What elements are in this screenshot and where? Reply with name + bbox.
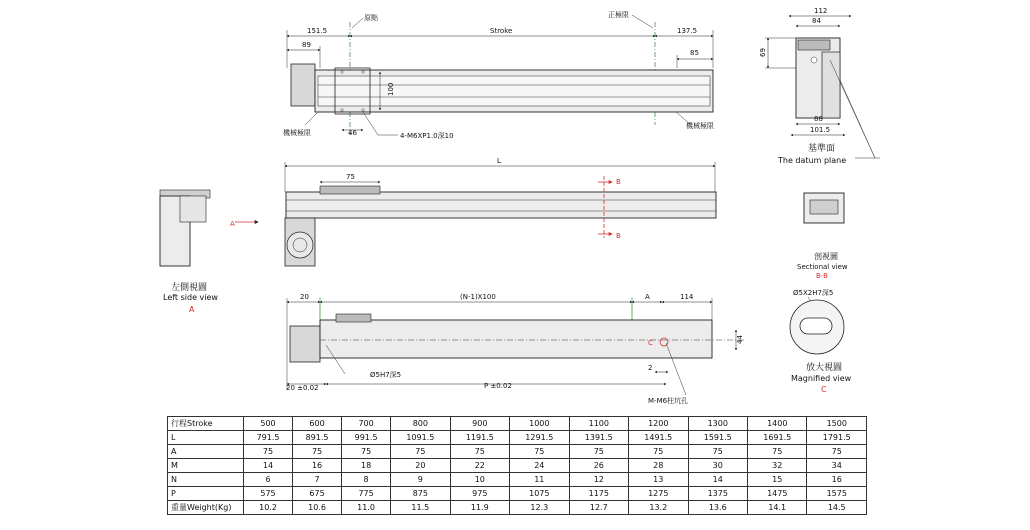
table-cell: 75 xyxy=(807,445,867,459)
table-cell: 10.6 xyxy=(293,501,342,515)
table-cell: 11.9 xyxy=(450,501,509,515)
section-mark-b2: B xyxy=(616,232,621,240)
table-cell: 1075 xyxy=(510,487,569,501)
end-dim-101-5: 101.5 xyxy=(810,126,831,134)
bottom-dim-p-tol: P ±0.02 xyxy=(484,382,512,390)
table-row xyxy=(168,487,867,501)
table-cell: 1200 xyxy=(629,417,688,431)
bottom-dim-n1: (N-1)X100 xyxy=(460,293,496,301)
table-cell: 6 xyxy=(244,473,293,487)
section-title-cn: 剖視圖 xyxy=(814,252,838,261)
table-cell: 875 xyxy=(391,487,450,501)
spec-table-body xyxy=(168,417,867,515)
table-cell: 14.1 xyxy=(748,501,807,515)
top-dim-85: 85 xyxy=(690,49,699,57)
table-cell: 18 xyxy=(342,459,391,473)
table-cell: 14.5 xyxy=(807,501,867,515)
left-view-title-en: Left side view xyxy=(163,293,218,302)
side-dim-75: 75 xyxy=(346,173,355,181)
table-row xyxy=(168,431,867,445)
table-cell: 1691.5 xyxy=(748,431,807,445)
table-cell: 75 xyxy=(569,445,628,459)
table-cell: 1191.5 xyxy=(450,431,509,445)
origin-label: 原點 xyxy=(364,14,378,22)
table-cell: 991.5 xyxy=(342,431,391,445)
table-cell: 1275 xyxy=(629,487,688,501)
row-label: P xyxy=(168,487,244,501)
side-dim-L: L xyxy=(497,157,501,165)
bottom-dim-2: 2 xyxy=(648,364,653,372)
mark-c: C xyxy=(648,339,653,347)
top-stroke-label: Stroke xyxy=(490,27,513,35)
mech-limit-right: 機械極限 xyxy=(686,122,714,130)
table-cell: 13.2 xyxy=(629,501,688,515)
row-label: M xyxy=(168,459,244,473)
table-cell: 14 xyxy=(244,459,293,473)
left-view-letter: A xyxy=(189,305,195,314)
table-cell: 500 xyxy=(244,417,293,431)
table-cell: 8 xyxy=(342,473,391,487)
side-view xyxy=(230,157,716,266)
table-cell: 13.6 xyxy=(688,501,747,515)
table-cell: 891.5 xyxy=(293,431,342,445)
table-cell: 9 xyxy=(391,473,450,487)
table-cell: 775 xyxy=(342,487,391,501)
table-cell: 575 xyxy=(244,487,293,501)
table-cell: 900 xyxy=(450,417,509,431)
table-cell: 1000 xyxy=(510,417,569,431)
end-dim-112: 112 xyxy=(814,7,828,15)
table-cell: 1575 xyxy=(807,487,867,501)
table-cell: 1791.5 xyxy=(807,431,867,445)
table-cell: 1091.5 xyxy=(391,431,450,445)
view-arrow-a: A xyxy=(230,220,235,228)
bottom-dim-20-tol: 20 ±0.02 xyxy=(286,384,319,392)
table-cell: 75 xyxy=(450,445,509,459)
left-view-title-cn: 左側視圖 xyxy=(171,283,208,293)
table-cell: 24 xyxy=(510,459,569,473)
table-cell: 30 xyxy=(688,459,747,473)
table-cell: 16 xyxy=(807,473,867,487)
top-dim-89: 89 xyxy=(302,41,311,49)
bottom-dim-44: 44 xyxy=(736,335,744,344)
bottom-dim-a: A xyxy=(645,293,650,301)
table-row xyxy=(168,445,867,459)
table-cell: 28 xyxy=(629,459,688,473)
magnified-view xyxy=(790,289,852,394)
table-cell: 75 xyxy=(688,445,747,459)
table-cell: 12 xyxy=(569,473,628,487)
table-cell: 700 xyxy=(342,417,391,431)
table-cell: 1591.5 xyxy=(688,431,747,445)
table-row xyxy=(168,459,867,473)
table-cell: 791.5 xyxy=(244,431,293,445)
section-view xyxy=(797,193,848,280)
table-cell: 11.0 xyxy=(342,501,391,515)
magnified-letter: C xyxy=(821,385,827,394)
table-cell: 13 xyxy=(629,473,688,487)
table-cell: 1475 xyxy=(748,487,807,501)
hole-note: Ø5H7深5 xyxy=(370,371,402,379)
row-label: N xyxy=(168,473,244,487)
table-cell: 600 xyxy=(293,417,342,431)
table-cell: 32 xyxy=(748,459,807,473)
table-cell: 1500 xyxy=(807,417,867,431)
left-side-view xyxy=(160,190,218,314)
table-cell: 800 xyxy=(391,417,450,431)
table-cell: 75 xyxy=(244,445,293,459)
table-cell: 1175 xyxy=(569,487,628,501)
table-cell: 1300 xyxy=(688,417,747,431)
table-cell: 75 xyxy=(342,445,391,459)
table-cell: 12.3 xyxy=(510,501,569,515)
spec-table xyxy=(167,416,867,515)
section-letter: B-B xyxy=(816,272,828,280)
table-cell: 10.2 xyxy=(244,501,293,515)
end-dim-69: 69 xyxy=(759,48,767,57)
bottom-view xyxy=(286,293,745,405)
top-dim-151-5: 151.5 xyxy=(307,27,328,35)
table-cell: 1291.5 xyxy=(510,431,569,445)
table-cell: 11 xyxy=(510,473,569,487)
table-cell: 14 xyxy=(688,473,747,487)
table-cell: 1375 xyxy=(688,487,747,501)
table-cell: 1391.5 xyxy=(569,431,628,445)
table-cell: 16 xyxy=(293,459,342,473)
end-dim-88: 88 xyxy=(814,115,823,123)
slot-note: Ø5X2H7深5 xyxy=(793,289,834,297)
table-cell: 34 xyxy=(807,459,867,473)
datum-en: The datum plane xyxy=(778,156,847,165)
top-dim-137-5: 137.5 xyxy=(677,27,698,35)
table-row xyxy=(168,417,867,431)
table-cell: 11.5 xyxy=(391,501,450,515)
bottom-dim-114: 114 xyxy=(680,293,694,301)
end-dim-84: 84 xyxy=(812,17,821,25)
mount-note: M-M6柱坑孔 xyxy=(648,397,689,405)
table-cell: 1400 xyxy=(748,417,807,431)
table-cell: 1100 xyxy=(569,417,628,431)
table-cell: 75 xyxy=(510,445,569,459)
table-cell: 20 xyxy=(391,459,450,473)
table-cell: 1491.5 xyxy=(629,431,688,445)
table-cell: 75 xyxy=(748,445,807,459)
magnified-title-cn: 放大視圖 xyxy=(806,363,843,373)
row-label: L xyxy=(168,431,244,445)
screw-note: 4-M6XP1.0深10 xyxy=(400,132,454,140)
table-cell: 15 xyxy=(748,473,807,487)
row-label: A xyxy=(168,445,244,459)
bottom-dim-20: 20 xyxy=(300,293,309,301)
table-cell: 26 xyxy=(569,459,628,473)
table-row xyxy=(168,473,867,487)
row-label: 重量Weight(Kg) xyxy=(168,501,244,515)
table-row xyxy=(168,501,867,515)
table-cell: 12.7 xyxy=(569,501,628,515)
positive-limit-label: 正極限 xyxy=(608,11,629,19)
top-dim-100: 100 xyxy=(387,82,395,96)
end-view xyxy=(759,7,880,165)
table-cell: 10 xyxy=(450,473,509,487)
datum-cn: 基準面 xyxy=(808,144,836,154)
magnified-title-en: Magnified view xyxy=(791,374,852,383)
section-title-en: Sectional view xyxy=(797,263,848,271)
table-cell: 75 xyxy=(391,445,450,459)
section-mark-b1: B xyxy=(616,178,621,186)
top-dim-46: 46 xyxy=(348,129,357,137)
table-cell: 675 xyxy=(293,487,342,501)
table-cell: 975 xyxy=(450,487,509,501)
table-cell: 22 xyxy=(450,459,509,473)
table-cell: 75 xyxy=(629,445,688,459)
table-cell: 75 xyxy=(293,445,342,459)
top-view xyxy=(283,10,714,140)
row-label: 行程Stroke xyxy=(168,417,244,431)
table-cell: 7 xyxy=(293,473,342,487)
mech-limit-left: 機械極限 xyxy=(283,129,311,137)
